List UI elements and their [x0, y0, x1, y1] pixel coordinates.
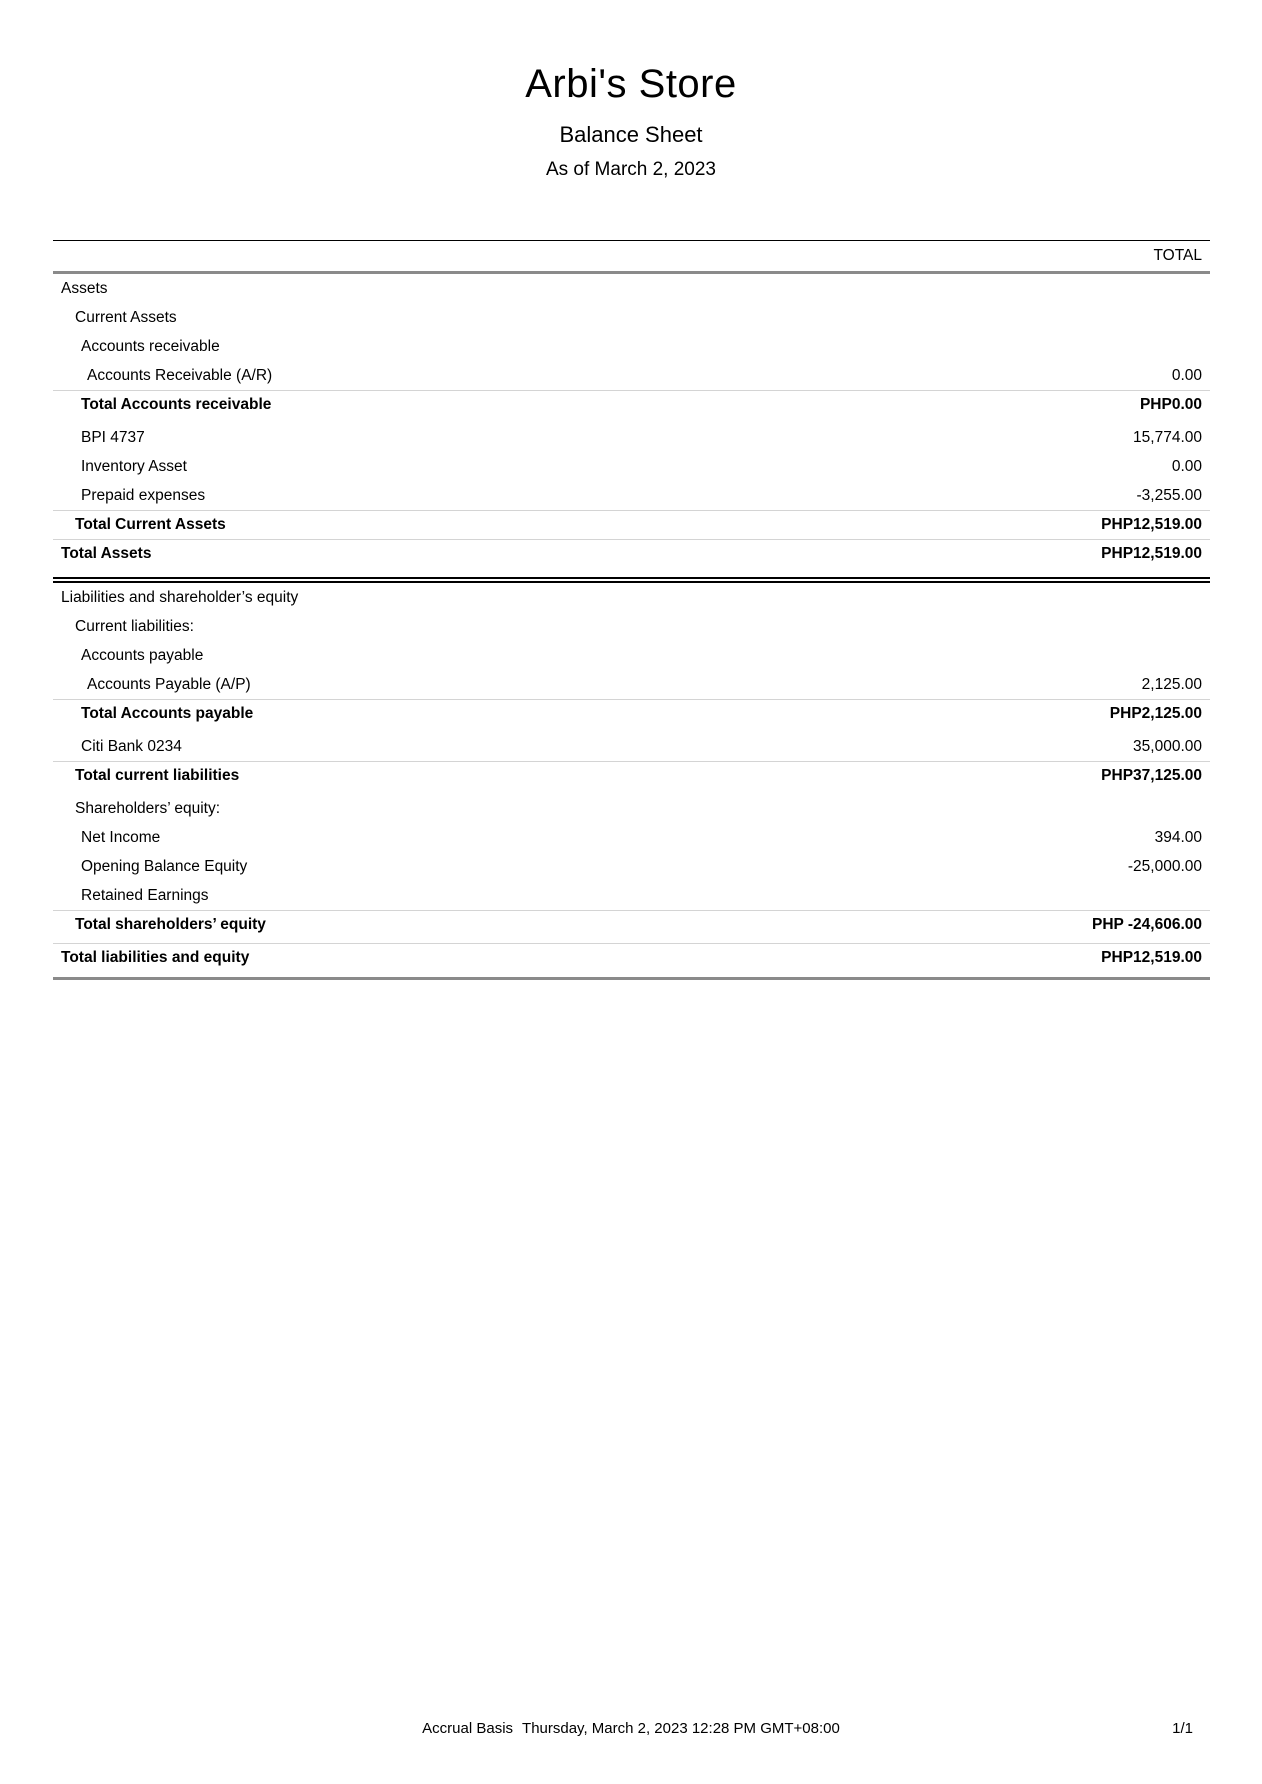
- row-label: Retained Earnings: [81, 886, 209, 904]
- table-row: [53, 732, 1210, 761]
- table-row: [53, 881, 1210, 910]
- table-row: [53, 303, 1210, 332]
- row-value: 394.00: [1154, 828, 1202, 846]
- company-name: Arbi's Store: [525, 62, 737, 106]
- row-value: PHP12,519.00: [1101, 516, 1202, 533]
- table-row: [53, 274, 1210, 303]
- row-value: -3,255.00: [1136, 486, 1202, 504]
- table-row: [53, 390, 1210, 419]
- row-label: Current Assets: [75, 308, 177, 326]
- row-value: PHP -24,606.00: [1091, 916, 1202, 933]
- row-label: Accounts Receivable (A/R): [87, 366, 273, 384]
- row-label: Prepaid expenses: [81, 486, 206, 504]
- table-row: [53, 699, 1210, 728]
- page-number: 1/1: [1172, 1720, 1193, 1737]
- row-value: PHP37,125.00: [1101, 767, 1202, 784]
- row-label: Total Current Assets: [75, 516, 226, 533]
- table-row: [53, 852, 1210, 881]
- row-label: Assets: [61, 279, 108, 297]
- table-row: [53, 910, 1210, 939]
- row-value: PHP0.00: [1139, 396, 1202, 413]
- row-label: Liabilities and shareholder’s equity: [61, 588, 299, 606]
- row-label: Total shareholders’ equity: [75, 916, 266, 933]
- row-label: Shareholders’ equity:: [75, 799, 221, 817]
- row-label: Total Accounts receivable: [81, 396, 272, 413]
- table-row: [53, 612, 1210, 641]
- table-row: [53, 670, 1210, 699]
- row-value: 0.00: [1171, 457, 1202, 475]
- total-column-header: TOTAL: [53, 240, 1210, 274]
- row-label: Inventory Asset: [81, 457, 187, 475]
- row-label: Opening Balance Equity: [81, 857, 248, 875]
- row-label: Net Income: [81, 828, 161, 846]
- row-value: PHP2,125.00: [1109, 705, 1202, 722]
- table-row: [53, 794, 1210, 823]
- row-value: PHP12,519.00: [1101, 949, 1202, 966]
- accounting-basis: Accrual Basis: [422, 1720, 514, 1737]
- row-label: Total Accounts payable: [81, 705, 254, 722]
- report-date: As of March 2, 2023: [545, 159, 717, 180]
- table-row: [53, 641, 1210, 670]
- bottom-rule: [53, 977, 1210, 980]
- footer-line: [0, 1720, 1262, 1737]
- row-label: Accounts receivable: [81, 337, 220, 355]
- row-value: -25,000.00: [1127, 857, 1202, 875]
- table-rows: [53, 274, 1210, 980]
- row-value: 0.00: [1171, 366, 1202, 384]
- report-title: Balance Sheet: [559, 122, 703, 147]
- table-row: [53, 332, 1210, 361]
- table-row: [53, 583, 1210, 612]
- row-label: Accounts Payable (A/P): [87, 675, 251, 693]
- row-value: 15,774.00: [1133, 428, 1202, 446]
- table-row: [53, 761, 1210, 790]
- table-row: [53, 452, 1210, 481]
- table-row: [53, 943, 1210, 972]
- row-value: 35,000.00: [1133, 737, 1202, 755]
- report-footer: [0, 1720, 1262, 1742]
- table-row: [53, 423, 1210, 452]
- row-value: PHP12,519.00: [1101, 545, 1202, 562]
- table-row: [53, 823, 1210, 852]
- row-label: BPI 4737: [81, 428, 145, 446]
- balance-sheet-table: [53, 240, 1210, 980]
- table-row: [53, 361, 1210, 390]
- report-timestamp: Thursday, March 2, 2023 12:28 PM GMT+08:00: [522, 1720, 840, 1737]
- row-label: Accounts payable: [81, 646, 204, 664]
- row-label: Citi Bank 0234: [81, 737, 182, 755]
- row-label: Total liabilities and equity: [61, 949, 250, 966]
- table-row: [53, 481, 1210, 510]
- table-row: [53, 539, 1210, 568]
- row-label: Total current liabilities: [75, 767, 240, 784]
- table-row: [53, 510, 1210, 539]
- row-label: Total Assets: [61, 545, 152, 562]
- row-label: Current liabilities:: [75, 617, 194, 635]
- row-value: 2,125.00: [1141, 675, 1202, 693]
